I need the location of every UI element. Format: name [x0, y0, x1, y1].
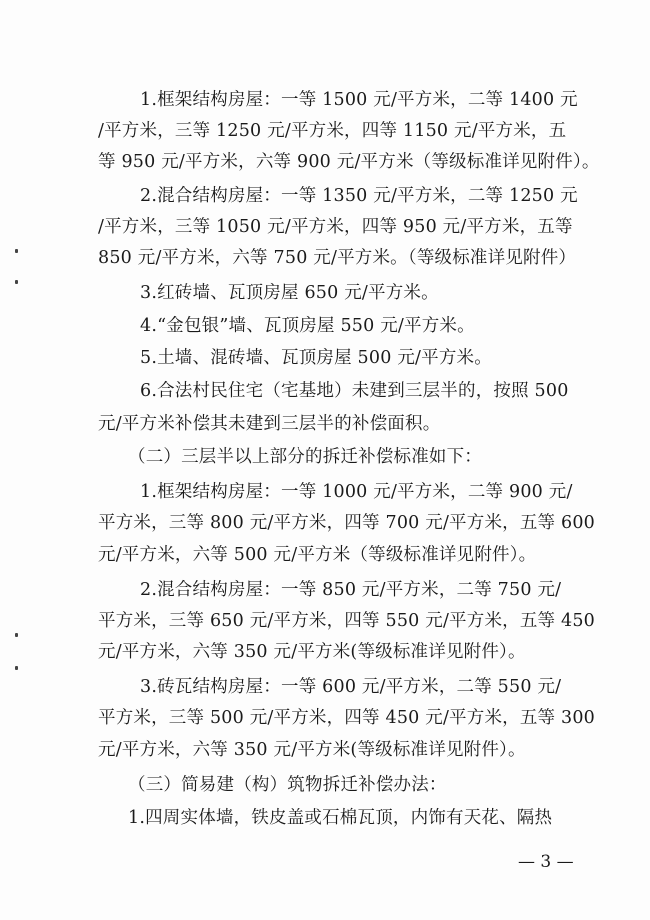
text-line: 2.混合结构房屋：一等 1350 元/平方米，二等 1250 元 [140, 186, 578, 206]
text-line: 6.合法村民住宅（宅基地）未建到三层半的，按照 500 [140, 381, 569, 401]
text-line: /平方米，三等 1250 元/平方米，四等 1150 元/平方米，五 [98, 121, 567, 141]
text-line: 等 950 元/平方米，六等 900 元/平方米（等级标准详见附件）。 [98, 152, 600, 172]
text-line: 元/平方米，六等 350 元/平方米(等级标准详见附件）。 [98, 642, 526, 662]
binding-hole-mark [15, 633, 18, 637]
section-heading: （二）三层半以上部分的拆迁补偿标准如下： [128, 447, 482, 467]
binding-hole-mark [15, 249, 18, 253]
text-line: 1.四周实体墙，铁皮盖或石棉瓦顶，内饰有天花、隔热 [128, 808, 553, 828]
text-line: 850 元/平方米，六等 750 元/平方米。（等级标准详见附件） [98, 248, 577, 268]
text-line: 4.“金包银”墙、瓦顶房屋 550 元/平方米。 [140, 316, 475, 336]
text-line: /平方米，三等 1050 元/平方米，四等 950 元/平方米，五等 [98, 217, 573, 237]
binding-hole-mark [15, 280, 18, 284]
text-line: 3.红砖墙、瓦顶房屋 650 元/平方米。 [140, 283, 439, 303]
text-line: 2.混合结构房屋：一等 850 元/平方米，二等 750 元/ [140, 580, 562, 600]
text-line: 元/平方米，六等 350 元/平方米(等级标准详见附件）。 [98, 740, 526, 760]
text-line: 平方米，三等 500 元/平方米，四等 450 元/平方米，五等 300 [98, 708, 596, 728]
text-line: 元/平方米，六等 500 元/平方米（等级标准详见附件）。 [98, 545, 537, 565]
text-line: 3.砖瓦结构房屋：一等 600 元/平方米，二等 550 元/ [140, 677, 562, 697]
binding-hole-mark [15, 666, 18, 670]
page-number: — 3 — [518, 852, 574, 872]
text-line: 平方米，三等 650 元/平方米，四等 550 元/平方米，五等 450 [98, 611, 596, 631]
text-line: 5.土墙、混砖墙、瓦顶房屋 500 元/平方米。 [140, 348, 492, 368]
text-line: 元/平方米补偿其未建到三层半的补偿面积。 [98, 414, 441, 434]
text-line: 平方米，三等 800 元/平方米，四等 700 元/平方米，五等 600 [98, 513, 596, 533]
text-line: 1.框架结构房屋：一等 1000 元/平方米，二等 900 元/ [140, 482, 573, 502]
text-line: 1.框架结构房屋：一等 1500 元/平方米，二等 1400 元 [140, 90, 578, 110]
section-heading: （三）简易建（构）筑物拆迁补偿办法： [128, 775, 447, 795]
